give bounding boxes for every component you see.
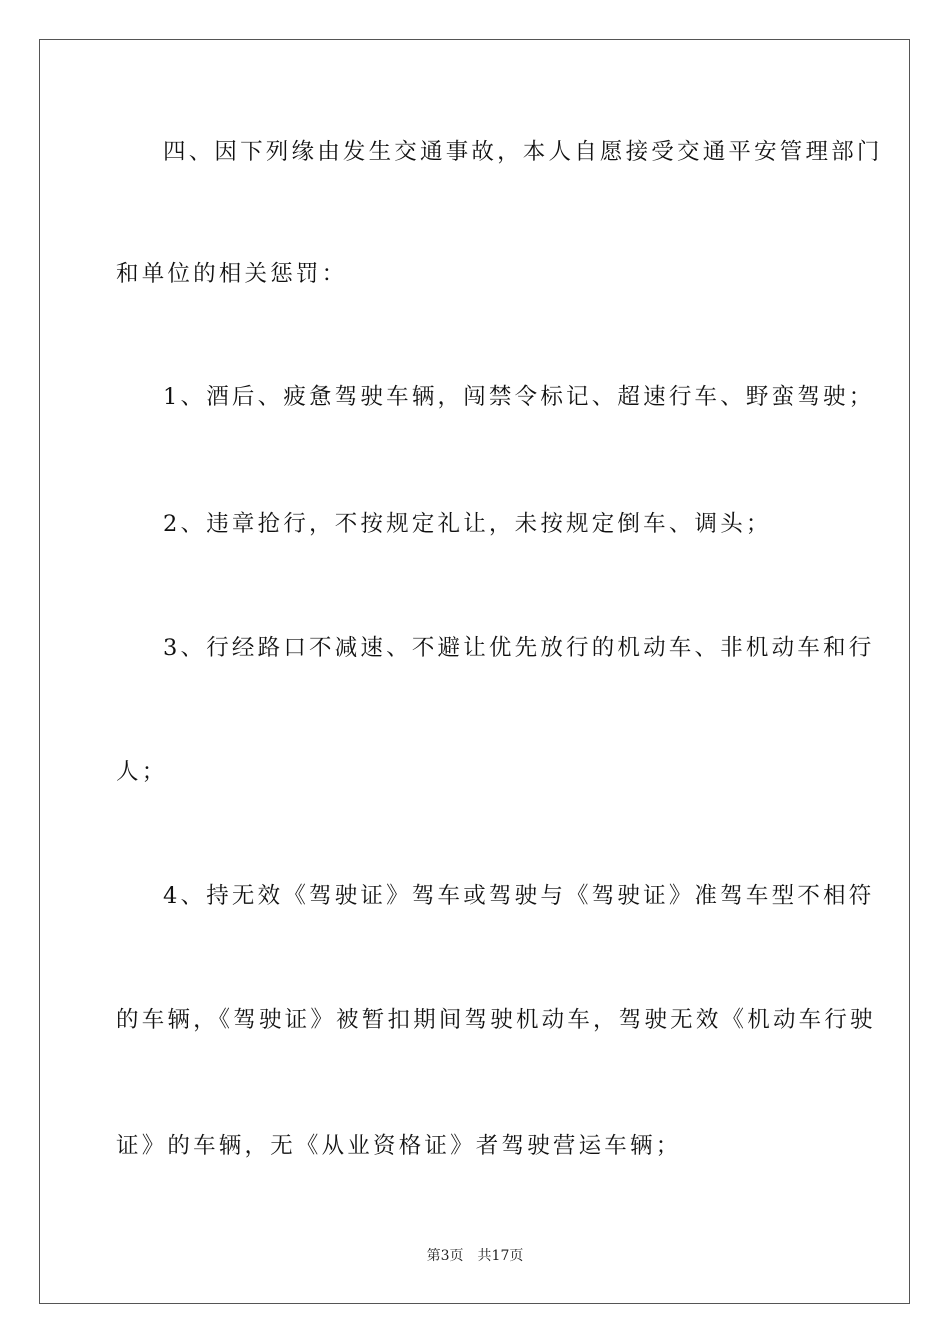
item-4-line-2: 的车辆，《驾驶证》被暂扣期间驾驶机动车，驾驶无效《机动车行驶: [116, 1007, 876, 1033]
paragraph-4-line-2: 和单位的相关惩罚：: [116, 261, 348, 287]
page-footer: [0, 1247, 950, 1265]
item-2-line-1: 2、违章抢行，不按规定礼让，未按规定倒车、调头；: [163, 511, 772, 537]
page-border: [39, 39, 910, 1304]
page-total: 共17页: [477, 1248, 524, 1264]
item-4-line-1: 4、持无效《驾驶证》驾车或驾驶与《驾驶证》准驾车型不相符: [163, 883, 875, 909]
item-3-line-1: 3、行经路口不减速、不避让优先放行的机动车、非机动车和行: [163, 635, 875, 661]
paragraph-4-line-1: 四、因下列缘由发生交通事故，本人自愿接受交通平安管理部门: [163, 139, 883, 165]
page-number: 第3页: [426, 1248, 464, 1264]
item-4-line-3: 证》的车辆，无《从业资格证》者驾驶营运车辆；: [116, 1133, 682, 1159]
item-1-line-1: 1、酒后、疲惫驾驶车辆，闯禁令标记、超速行车、野蛮驾驶；: [163, 384, 875, 410]
item-3-line-2: 人；: [116, 759, 168, 785]
